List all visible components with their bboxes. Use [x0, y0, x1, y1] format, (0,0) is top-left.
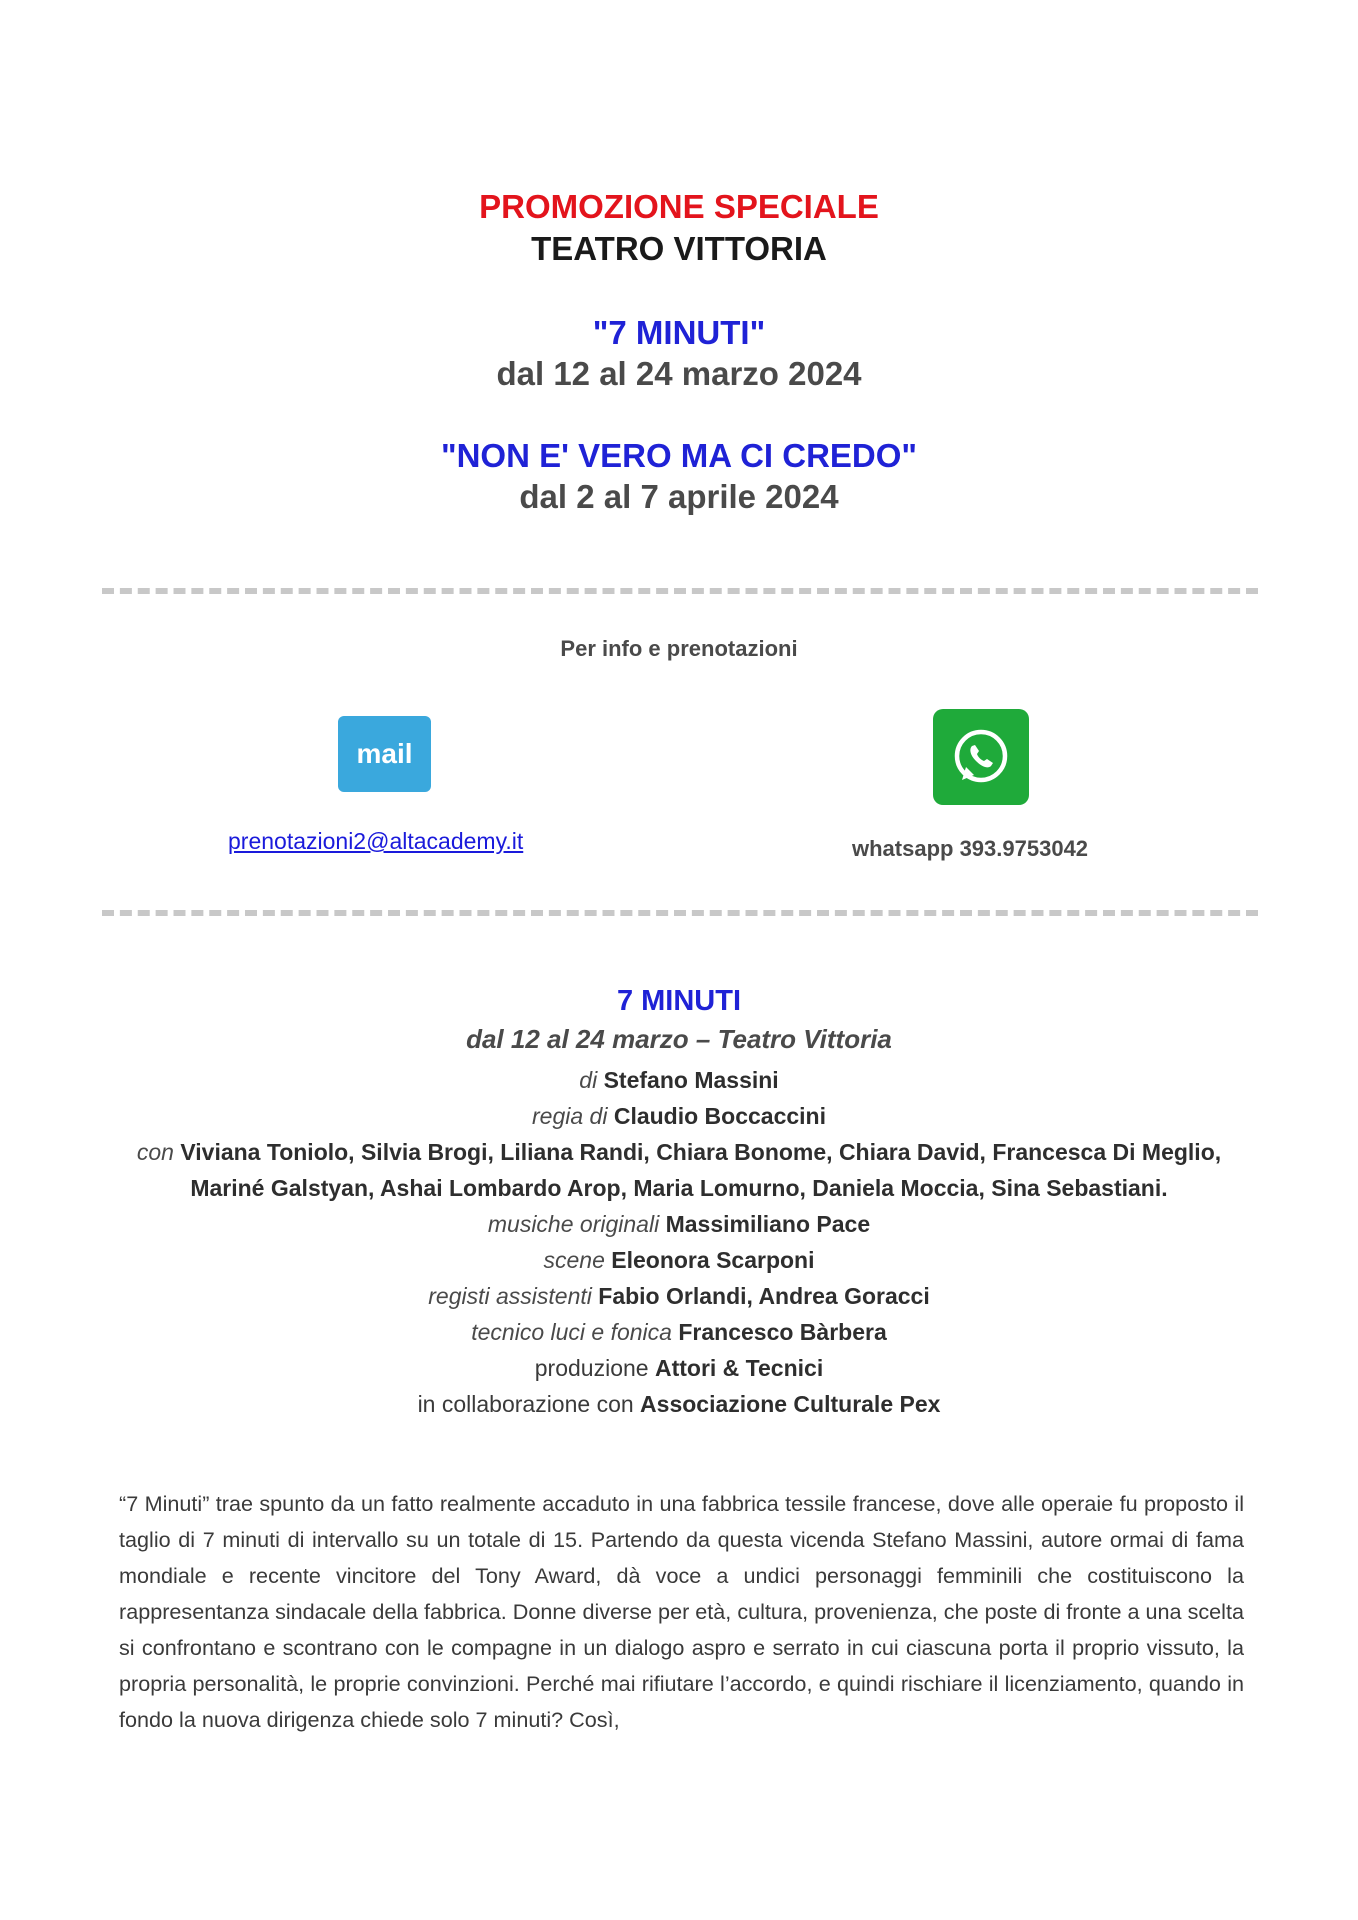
email-link[interactable]: prenotazioni2@altacademy.it: [228, 828, 524, 854]
promo-heading: PROMOZIONE SPECIALE: [479, 188, 879, 225]
contacts-heading: Per info e prenotazioni: [560, 636, 798, 661]
credit-production: produzione Attori & Tecnici: [534, 1355, 824, 1381]
credit-assistants: registi assistenti Fabio Orlandi, Andrea Goracci: [428, 1283, 930, 1309]
show-description: “7 Minuti” trae spunto da un fatto realmente accaduto in una fabbrica tessile francese, dove alle operaie fu proposto il taglio di 7 minuti di intervallo su un totale di 15. Partendo da questa vicenda Stefano Massini, autore ormai di fama mondiale e recente vincitore del Tony Award, dà voce a undici personaggi femminili che costituiscono la rappresentanza sindacale della fabbrica. Donne diverse per età, cultura, provenienza, che poste di fronte a una scelta si confrontano e scontrano con le compagne in un dialogo aspro e serrato in cui ciascuna porta il proprio vissuto, la propria personalità, le proprie convinzioni. Perché mai rifiutare l’accordo, e quindi rischiare il licenziamento, quando in fondo la nuova dirigenza chiede solo 7 minuti? Così,: [119, 1491, 1244, 1732]
credit-sets: scene Eleonora Scarponi: [543, 1247, 815, 1273]
show-title: 7 MINUTI: [616, 985, 742, 1017]
whatsapp-button[interactable]: [933, 709, 1029, 805]
whatsapp-icon: [948, 724, 1014, 790]
divider-bottom: [102, 910, 1258, 916]
mail-button-label: mail: [356, 738, 413, 769]
credits-block: [110, 1062, 1248, 1422]
credit-tech: tecnico luci e fonica Francesco Bàrbera: [471, 1319, 887, 1345]
credit-music: musiche originali Massimiliano Pace: [487, 1211, 871, 1237]
credit-author: di Stefano Massini: [579, 1067, 779, 1093]
show-subtitle: dal 12 al 24 marzo – Teatro Vittoria: [466, 1024, 892, 1054]
credit-collab: in collaborazione con Associazione Culturale Pex: [417, 1391, 941, 1417]
show1-dates: dal 12 al 24 marzo 2024: [496, 355, 862, 392]
whatsapp-number: whatsapp 393.9753042: [852, 836, 1089, 861]
show2-title: "NON E' VERO MA CI CREDO": [440, 437, 918, 474]
mail-button[interactable]: [338, 716, 431, 792]
credit-director: regia di Claudio Boccaccini: [532, 1103, 826, 1129]
show1-title: "7 MINUTI": [592, 314, 766, 351]
theatre-heading: TEATRO VITTORIA: [531, 230, 827, 267]
show2-dates: dal 2 al 7 aprile 2024: [519, 478, 839, 515]
credit-cast: con Viviana Toniolo, Silvia Brogi, Liliana Randi, Chiara Bonome, Chiara David, Francesca Di Meglio, Mariné Galstyan, Ashai Lombardo Arop, Maria Lomurno, Daniela Moccia, Sina Sebastiani.: [136, 1139, 1222, 1201]
divider-top: [102, 588, 1258, 594]
